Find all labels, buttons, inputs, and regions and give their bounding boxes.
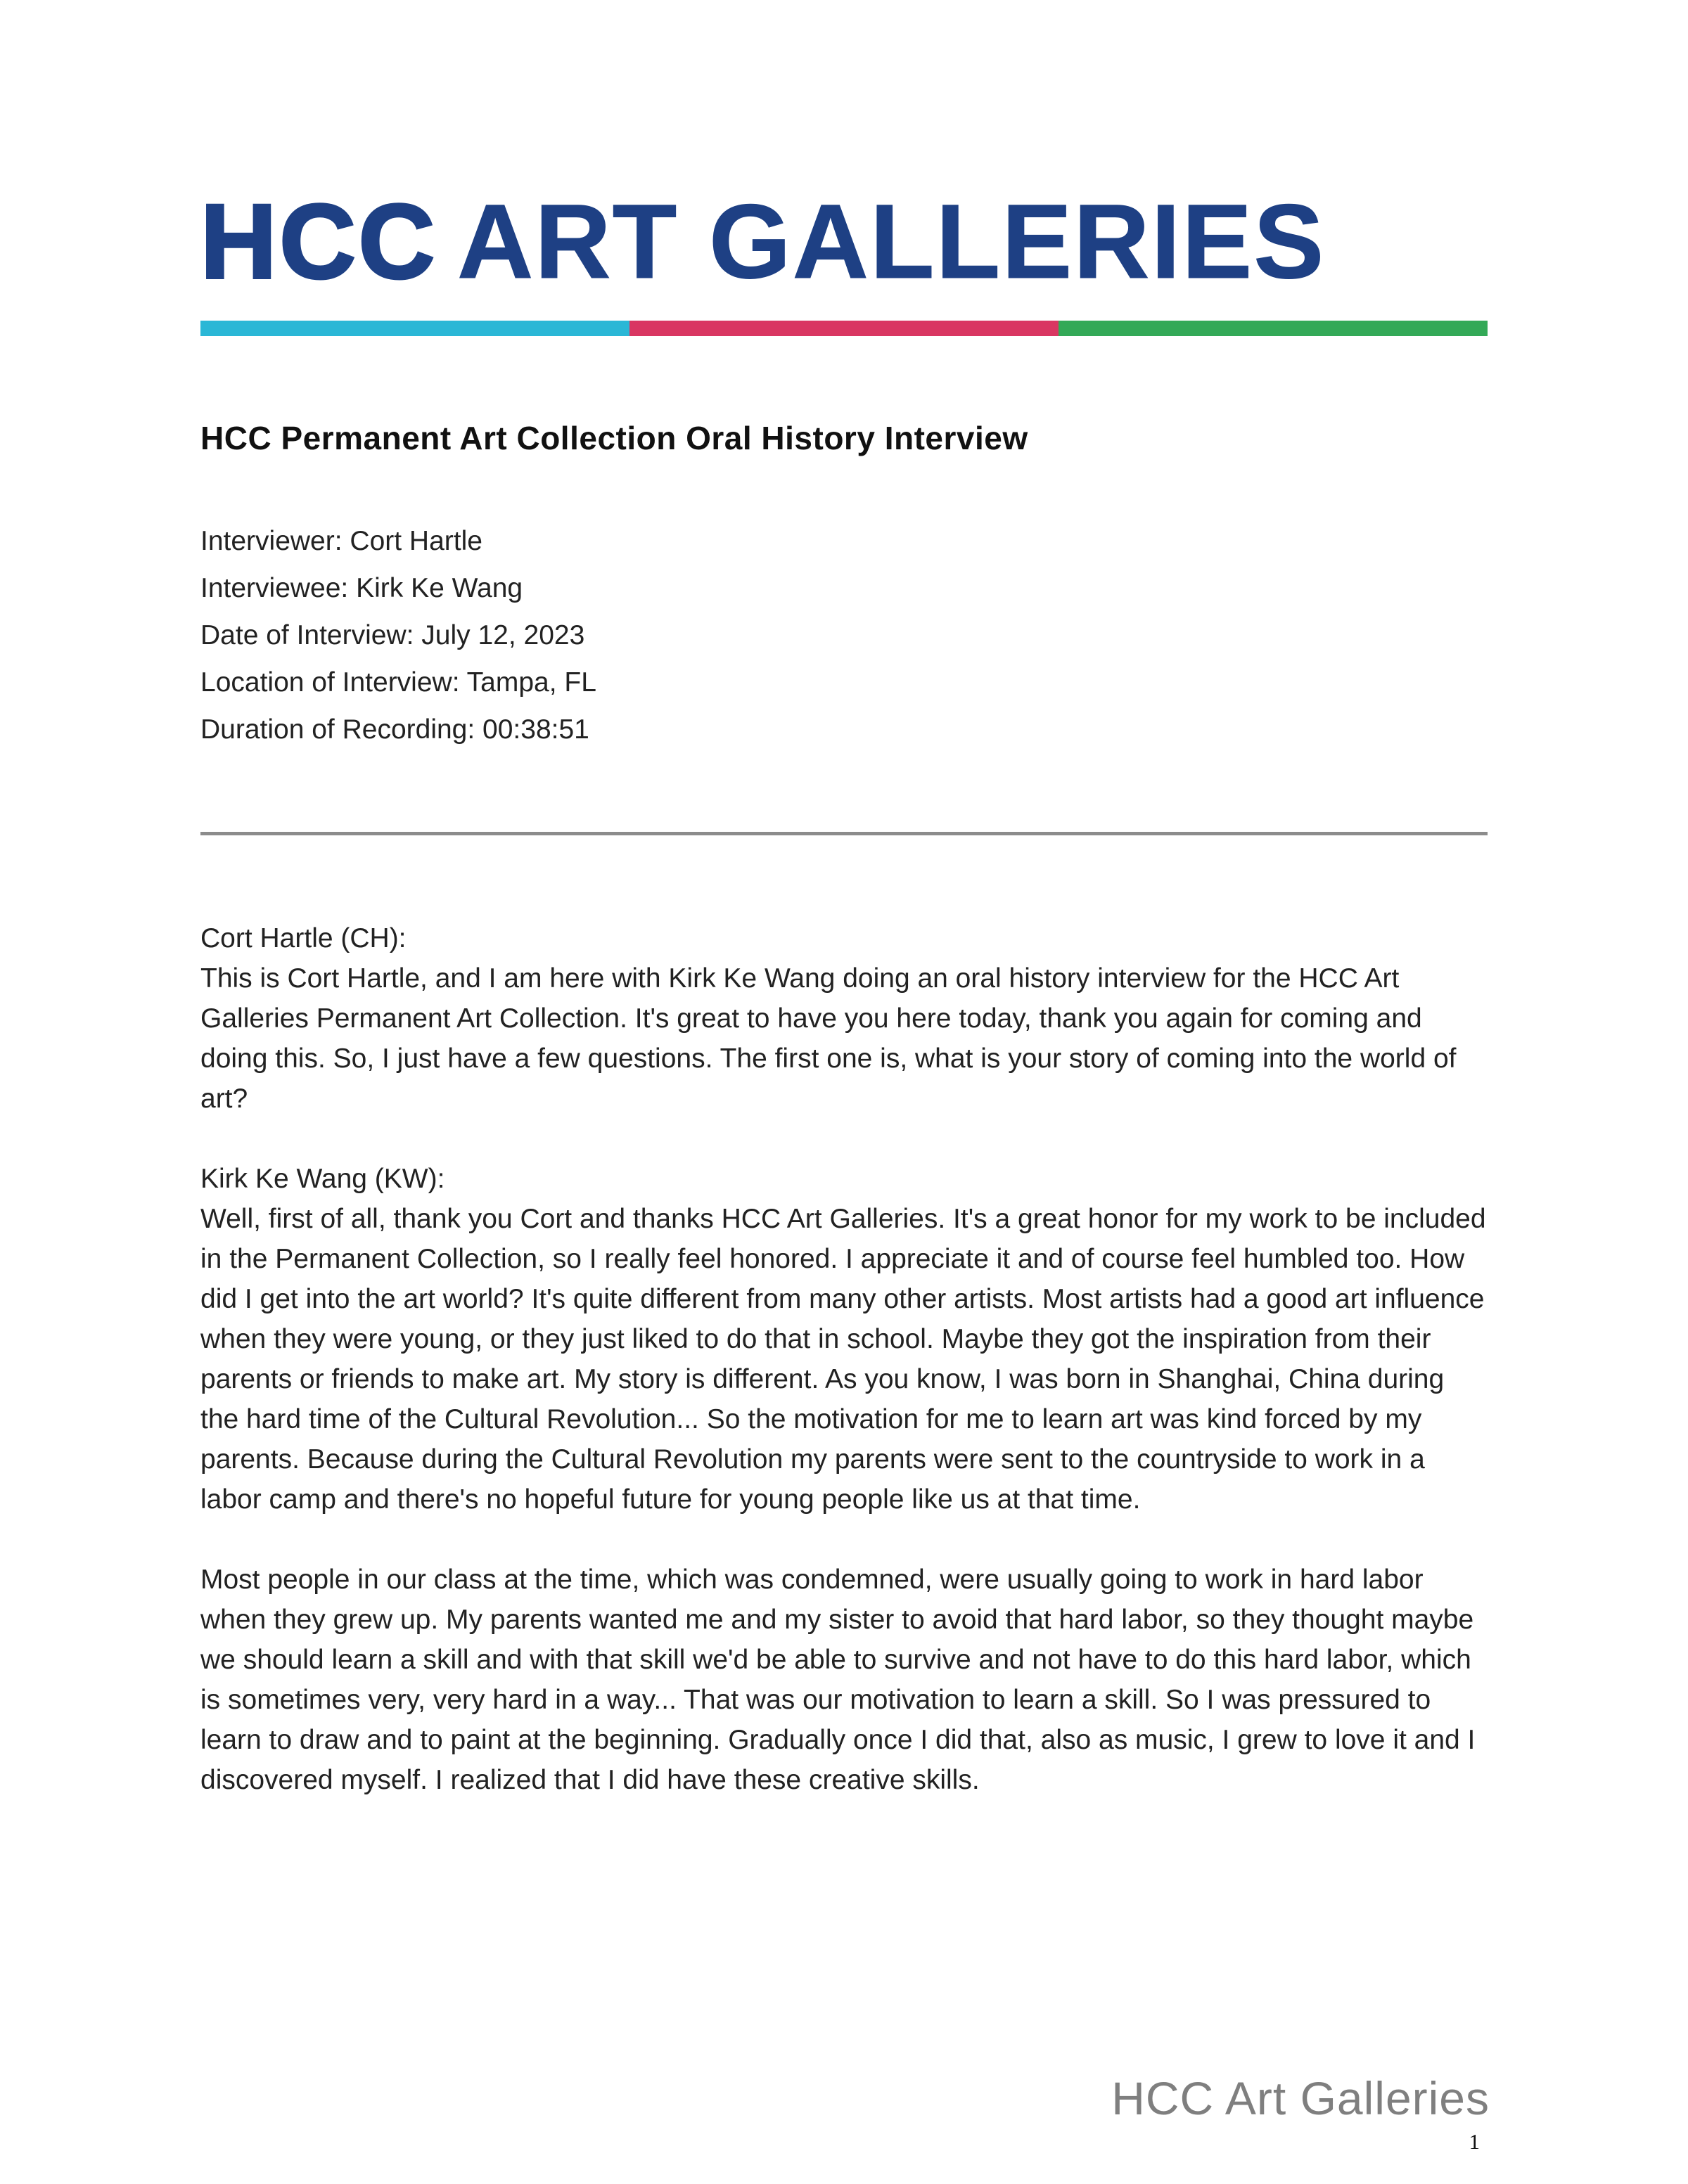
transcript-block-kw-continued — [200, 1560, 1488, 1800]
meta-date: Date of Interview: July 12, 2023 — [200, 620, 585, 650]
document-title: HCC Permanent Art Collection Oral History Interview — [200, 420, 1028, 456]
meta-interviewer: Interviewer: Cort Hartle — [200, 526, 482, 556]
footer-watermark: HCC Art Galleries — [1111, 2072, 1490, 2124]
logo-hcc-text: HCC — [200, 182, 437, 300]
meta-location: Location of Interview: Tampa, FL — [200, 667, 596, 698]
page-number: 1 — [1469, 2129, 1480, 2154]
bar-segment-cyan — [200, 321, 629, 336]
transcript-block-kw — [200, 1159, 1494, 1520]
speaker-name: Kirk Ke Wang (KW): — [200, 1164, 445, 1194]
speaker-text: Well, first of all, thank you Cort and thanks HCC Art Galleries. It's a great honor for my work to be included in the Permanent Collection, so I really feel honored. I appreciate it and of course feel humbled too. How did I get into the art world? It's quite different from many other artists. Most artists had a good art influence when they were young, or they just liked to do that in school. Maybe they got the inspiration from their parents or friends to make art. My story is different. As you know, I was born in Shanghai, China during the hard time of the Cultural Revolution... So the motivation for me to learn art was kind forced by my parents. Because during the Cultural Revolution my parents were sent to the countryside to work in a labor camp and there's no hopeful future for young people like us at that time. — [200, 1204, 1494, 1515]
page-footer — [1111, 2071, 1490, 2154]
brand-tricolor-bar — [200, 321, 1488, 336]
bar-segment-green — [1059, 321, 1488, 336]
speaker-text: This is Cort Hartle, and I am here with Kirk Ke Wang doing an oral history interview for the HCC Art Galleries Permanent Art Collection. It's great to have you here today, thank you again for coming and doing this. So, I just have a few questions. The first one is, what is your story of coming into the world of art? — [200, 963, 1464, 1114]
meta-interviewee: Interviewee: Kirk Ke Wang — [200, 573, 523, 603]
transcript — [200, 918, 1494, 1800]
bar-segment-pink — [629, 321, 1059, 336]
meta-duration: Duration of Recording: 00:38:51 — [200, 714, 589, 745]
logo-art-galleries-text: ART GALLERIES — [456, 182, 1326, 300]
speaker-text: Most people in our class at the time, which was condemned, were usually going to work in hard labor when they grew up. My parents wanted me and my sister to avoid that hard labor, so they thought maybe we should learn a skill and with that skill we'd be able to survive and not have to do this hard labor, which is sometimes very, very hard in a way... That was our motivation to learn a skill. So I was pressured to learn to draw and to paint at the beginning. Gradually once I did that, also as music, I grew to love it and I discovered myself. I realized that I did have these creative skills. — [200, 1565, 1483, 1795]
transcript-block-ch — [200, 918, 1488, 1119]
section-divider — [200, 832, 1488, 835]
interview-metadata — [200, 518, 1488, 753]
speaker-name: Cort Hartle (CH): — [200, 923, 407, 953]
hcc-art-galleries-logo — [200, 182, 1488, 300]
